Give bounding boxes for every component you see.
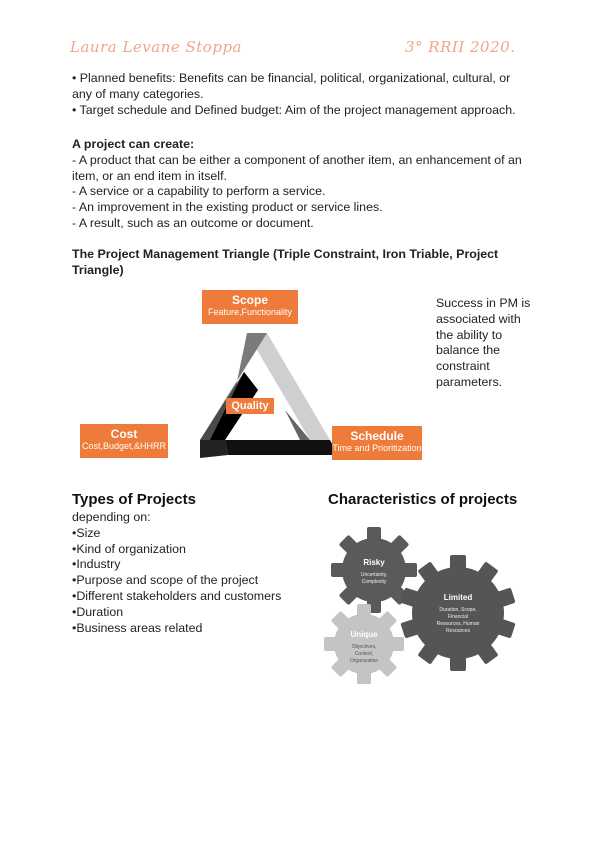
gear-limited-sub: Financial (447, 614, 469, 620)
types-item: •Business areas related (72, 620, 203, 635)
author-name: Laura Levane Stoppa (70, 38, 242, 56)
cost-sub: Cost,Budget,&HHRR (81, 441, 167, 451)
gear-limited (400, 555, 515, 671)
schedule-label: Schedule (350, 429, 404, 443)
types-item: •Different stakeholders and customers (72, 588, 282, 603)
project-create-title: A project can create: (72, 137, 195, 151)
create-item-improvement: - An improvement in the existing product or service lines. (72, 200, 383, 215)
create-item-product: - A product that can be either a component of another item, an enhancement of an item, or an end item in itself. (72, 152, 522, 183)
bullet-target-schedule: • Target schedule and Defined budget: Aim of the project management approach. (72, 102, 516, 117)
schedule-sub: Time and Prioritization (332, 443, 422, 453)
create-item-service: - A service or a capability to perform a service. (72, 184, 326, 199)
scope-label: Scope (231, 293, 268, 307)
gear-risky-label: Risky (363, 558, 385, 567)
gear-limited-sub: Resources (446, 628, 470, 634)
gear-limited-sub: Resources, Human (436, 621, 480, 627)
cost-label: Cost (110, 427, 138, 441)
quality-label: Quality (231, 400, 269, 412)
types-item: •Industry (72, 557, 121, 572)
gear-risky-sub: Complexity (361, 579, 387, 585)
gear-unique-sub: Organization (349, 658, 379, 664)
course-label: 3° RRII 2020. (405, 38, 516, 56)
bullet-planned-benefits: • Planned benefits: Benefits can be financial, political, organizational, cultural, or any of many categories. (72, 71, 511, 101)
create-item-result: - A result, such as an outcome or document. (72, 215, 314, 230)
scope-sub: Feature,Functionality (207, 307, 293, 317)
types-title: Types of Projects (72, 491, 196, 508)
gear-unique-label: Unique (350, 630, 378, 639)
characteristics-title: Characteristics of projects (328, 491, 518, 508)
types-item: •Kind of organization (72, 541, 186, 556)
gear-limited-label: Limited (443, 593, 473, 602)
gear-unique-sub: Objectives, (351, 644, 377, 650)
types-item: •Purpose and scope of the project (72, 573, 259, 588)
types-item: •Duration (72, 604, 124, 619)
triangle-title: The Project Management Triangle (Triple Constraint, Iron Triable, Project Triangle) (72, 247, 499, 277)
gear-limited-sub: Duration, Scope, (439, 607, 477, 613)
triangle-note: Success in PM is associated with the ability to balance the constraint parameters. (436, 296, 531, 389)
types-item: •Size (72, 525, 101, 540)
types-subtitle: depending on: (72, 510, 151, 524)
gear-risky-sub: Uncertainty, (360, 572, 388, 578)
gear-unique-sub: Context, (354, 651, 374, 657)
